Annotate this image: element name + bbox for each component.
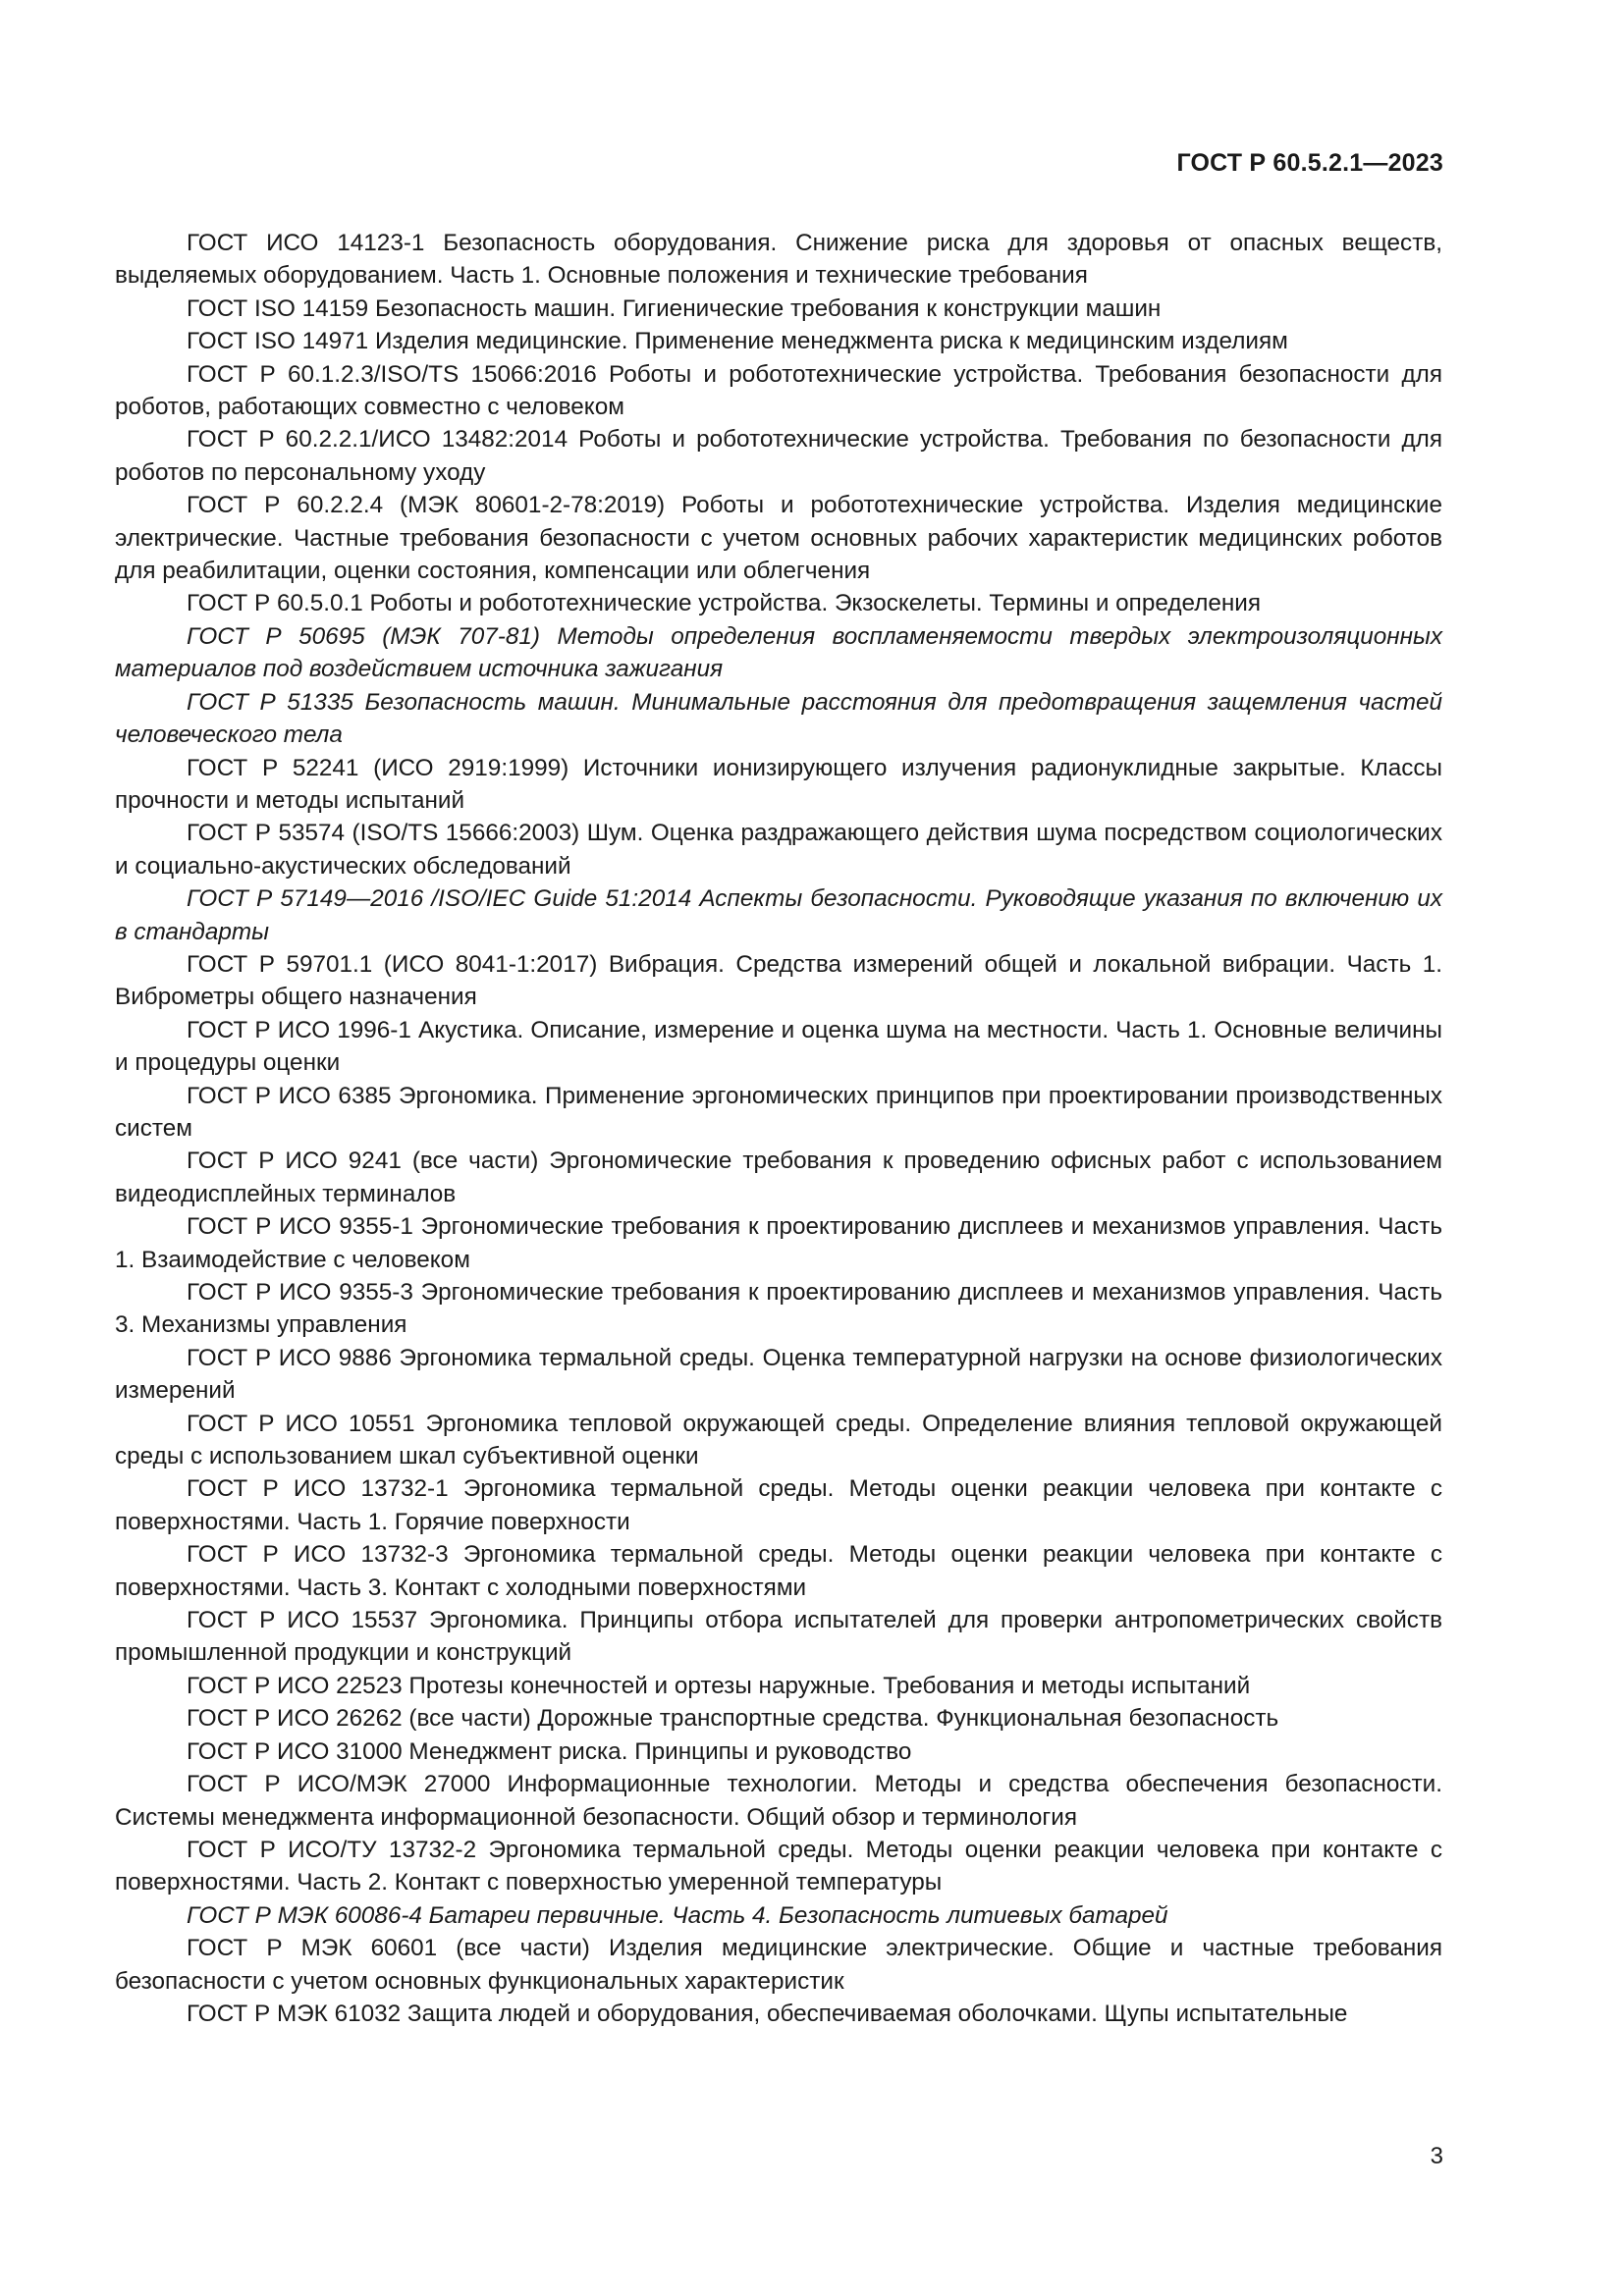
reference-entry: ГОСТ Р ИСО 9886 Эргономика термальной среды. Оценка температурной нагрузки на основе физиологических измерений — [115, 1344, 1442, 1405]
reference-entry: ГОСТ Р 60.2.2.4 (МЭК 80601-2-78:2019) Роботы и робототехнические устройства. Изделия медицинские электрические. Частные требования безопасности с учетом основных рабочих характеристик медицинских роботов для реабилитации, оценки состояния, компенсации или облегчения — [115, 492, 1442, 585]
reference-entry: ГОСТ Р ИСО 1996-1 Акустика. Описание, измерение и оценка шума на местности. Часть 1. Основные величины и процедуры оценки — [115, 1016, 1442, 1077]
reference-entry: ГОСТ Р 60.2.2.1/ИСО 13482:2014 Роботы и робототехнические устройства. Требования по безопасности для роботов по персональному уходу — [115, 426, 1442, 486]
reference-entry: ГОСТ Р ИСО 10551 Эргономика тепловой окружающей среды. Определение влияния тепловой окружающей среды с использованием шкал субъективной оценки — [115, 1410, 1442, 1470]
reference-entry: ГОСТ Р ИСО 9355-3 Эргономические требования к проектированию дисплеев и механизмов управления. Часть 3. Механизмы управления — [115, 1279, 1442, 1339]
reference-entry: ГОСТ Р 57149—2016 /ISO/IEC Guide 51:2014 Аспекты безопасности. Руководящие указания по включению их в стандарты — [115, 885, 1442, 945]
reference-entry: ГОСТ Р МЭК 61032 Защита людей и оборудования, обеспечиваемая оболочками. Щупы испытательные — [187, 2000, 1348, 2027]
page-number: 3 — [1430, 2143, 1443, 2169]
reference-entry: ГОСТ Р ИСО 6385 Эргономика. Применение эргономических принципов при проектировании производственных систем — [115, 1082, 1442, 1142]
reference-entry: ГОСТ Р ИСО 9355-1 Эргономические требования к проектированию дисплеев и механизмов управления. Часть 1. Взаимодействие с человеком — [115, 1213, 1442, 1273]
reference-entry: ГОСТ Р 60.1.2.3/ISO/TS 15066:2016 Роботы и робототехнические устройства. Требования безопасности для роботов, работающих совместно с человеком — [115, 360, 1442, 421]
reference-entry: ГОСТ Р 51335 Безопасность машин. Минимальные расстояния для предотвращения защемления частей человеческого тела — [115, 688, 1442, 749]
reference-entry: ГОСТ ISO 14159 Безопасность машин. Гигиенические требования к конструкции машин — [187, 294, 1162, 322]
document-code: ГОСТ Р 60.5.2.1—2023 — [1176, 149, 1443, 177]
reference-entry: ГОСТ Р ИСО 13732-3 Эргономика термальной среды. Методы оценки реакции человека при контакте с поверхностями. Часть 3. Контакт с холодными поверхностями — [115, 1541, 1442, 1601]
reference-entry: ГОСТ Р МЭК 60086-4 Батареи первичные. Часть 4. Безопасность литиевых батарей — [187, 1901, 1168, 1929]
reference-entry: ГОСТ Р 53574 (ISO/TS 15666:2003) Шум. Оценка раздражающего действия шума посредством социологических и социально-акустических обследований — [115, 820, 1442, 880]
reference-entry: ГОСТ Р МЭК 60601 (все части) Изделия медицинские электрические. Общие и частные требования безопасности с учетом основных функциональных характеристик — [115, 1935, 1442, 1995]
reference-entry: ГОСТ ИСО 14123-1 Безопасность оборудования. Снижение риска для здоровья от опасных веществ, выделяемых оборудованием. Часть 1. Основные положения и технические требования — [115, 230, 1442, 290]
reference-entry: ГОСТ Р ИСО 15537 Эргономика. Принципы отбора испытателей для проверки антропометрических свойств промышленной продукции и конструкций — [115, 1607, 1442, 1667]
reference-entry: ГОСТ Р ИСО/МЭК 27000 Информационные технологии. Методы и средства обеспечения безопасности. Системы менеджмента информационной безопасности. Общий обзор и терминология — [115, 1771, 1442, 1831]
reference-entry: ГОСТ Р ИСО 26262 (все части) Дорожные транспортные средства. Функциональная безопасность — [187, 1705, 1279, 1733]
normative-references-list — [115, 227, 1442, 2030]
reference-entry: ГОСТ Р ИСО 22523 Протезы конечностей и ортезы наружные. Требования и методы испытаний — [187, 1672, 1251, 1699]
reference-entry: ГОСТ Р ИСО 13732-1 Эргономика термальной среды. Методы оценки реакции человека при контакте с поверхностями. Часть 1. Горячие поверхности — [115, 1475, 1442, 1535]
reference-entry: ГОСТ Р 59701.1 (ИСО 8041-1:2017) Вибрация. Средства измерений общей и локальной вибрации. Часть 1. Виброметры общего назначения — [115, 950, 1442, 1011]
reference-entry: ГОСТ Р ИСО 31000 Менеджмент риска. Принципы и руководство — [187, 1737, 912, 1765]
reference-entry: ГОСТ Р 50695 (МЭК 707-81) Методы определения воспламеняемости твердых электроизоляционных материалов под воздействием источника зажигания — [115, 622, 1442, 683]
reference-entry: ГОСТ Р ИСО/ТУ 13732-2 Эргономика термальной среды. Методы оценки реакции человека при контакте с поверхностями. Часть 2. Контакт с поверхностью умеренной температуры — [115, 1836, 1442, 1896]
reference-entry: ГОСТ Р ИСО 9241 (все части) Эргономические требования к проведению офисных работ с использованием видеодисплейных терминалов — [115, 1148, 1442, 1207]
reference-entry: ГОСТ Р 60.5.0.1 Роботы и робототехнические устройства. Экзоскелеты. Термины и определения — [187, 590, 1262, 617]
reference-entry: ГОСТ ISO 14971 Изделия медицинские. Применение менеджмента риска к медицинским изделиям — [187, 328, 1288, 355]
reference-entry: ГОСТ Р 52241 (ИСО 2919:1999) Источники ионизирующего излучения радионуклидные закрытые. Классы прочности и методы испытаний — [115, 754, 1442, 814]
